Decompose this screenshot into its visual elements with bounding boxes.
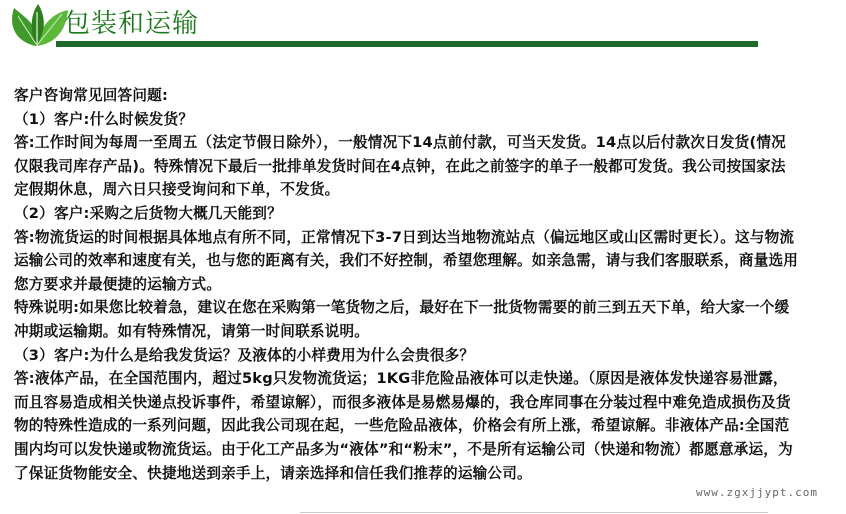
section-header — [0, 0, 846, 50]
faq-question-3: （3）客户:为什么是给我发货运？及液体的小样费用为什么会贵很多？ — [14, 346, 475, 364]
faq-note-2: 特殊说明:如果您比较着急，建议在您在采购第一笔货物之后，最好在下一批货物需要的前三到五天下单，给大家一个缓冲期或运输期。如有特殊情况，请第一时间联系说明。 — [14, 299, 790, 340]
faq-answer-2: 答:物流货运的时间根据具体地点有所不同，正常情况下3-7日到达当地物流站点（偏远地区或山区需时更长）。这与物流运输公司的效率和速度有关，也与您的距离有关，我们不好控制，希望您理解。如亲急需，请与我们客服联系，商量选用您方要求并最便捷的运输方式。 — [14, 228, 799, 293]
faq-content — [14, 84, 800, 485]
bottom-divider — [300, 512, 768, 513]
page-title: 包装和运输 — [64, 9, 200, 39]
faq-answer-3: 答:液体产品，在全国范围内，超过5kg只发物流货运；1KG非危险品液体可以走快递。（原因是液体发快递容易泄露，而且容易造成相关快递点投诉事件，希望谅解），而很多液体是易燃易爆的，我仓库同事在分装过程中难免造成损伤及货物的特殊性造成的一系列问题，因此我公司现在起，一些危险品液体，价格会有所上涨，希望谅解。非液体产品:全国范围内均可以发快递或物流货运。由于化工产品多为“液体”和“粉末”，不是所有运输公司（快递和物流）都愿意承运，为了保证货物能安全、快捷地送到亲手上，请亲选择和信任我们推荐的运输公司。 — [14, 370, 793, 482]
faq-answer-1: 答:工作时间为每周一至周五（法定节假日除外），一般情况下14点前付款，可当天发货。14点以后付款次日发货(情况仅限我司库存产品)。特殊情况下最后一批排单发货时间在4点钟，在此之前签字的单子一般都可发货。我公司按国家法定假期休息，周六日只接受询问和下单，不发货。 — [14, 134, 786, 199]
faq-question-1: （1）客户:什么时候发货？ — [14, 110, 194, 128]
title-underline — [56, 41, 758, 47]
faq-intro: 客户咨询常见回答问题: — [14, 87, 168, 104]
site-watermark: www.zgxjjypt.com — [696, 486, 818, 499]
faq-question-2: （2）客户:采购之后货物大概几天能到？ — [14, 204, 282, 222]
